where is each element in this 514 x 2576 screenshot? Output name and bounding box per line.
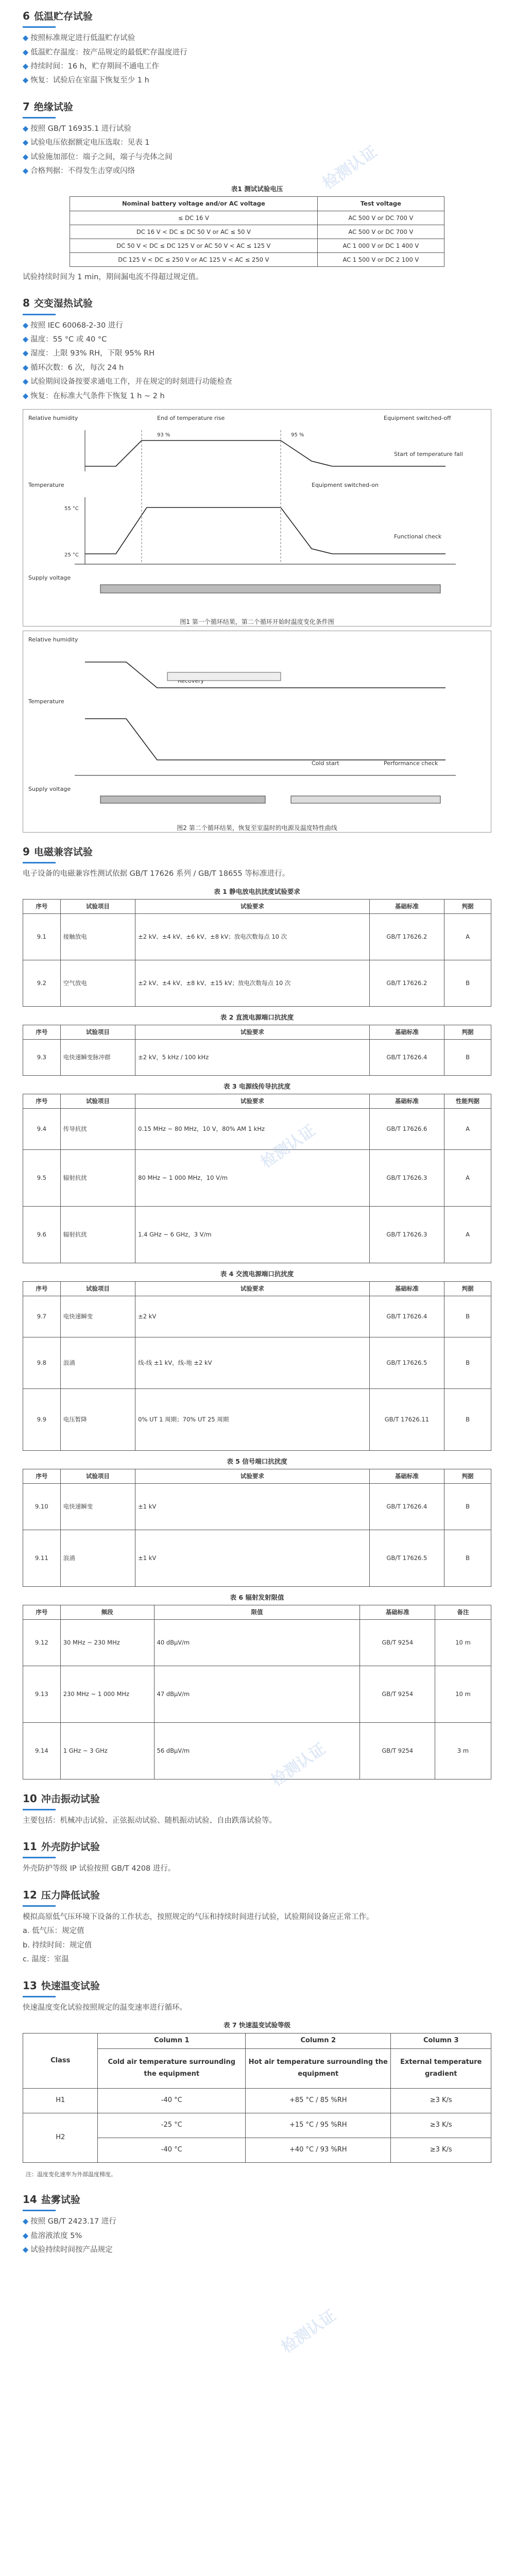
section-number: 10 — [23, 1792, 37, 1805]
section-title: 冲击振动试验 — [41, 1793, 100, 1805]
list-item: ◆ 低温贮存温度：按产品规定的最低贮存温度进行 — [23, 48, 187, 57]
table-row: 9.6 辐射抗扰 1.4 GHz ~ 6 GHz，3 V/m GB/T 17626.3 A — [23, 1206, 491, 1263]
fig-label: Temperature — [28, 698, 64, 705]
paragraph: 模拟高原低气压环境下设备的工作状态，按照规定的气压和持续时间进行试验，试验期间设备应正常工作。 — [23, 1913, 374, 1921]
watermark: 检测认证 — [268, 1739, 329, 1790]
list-item: ◆ 湿度：上限 93% RH，下限 95% RH — [23, 349, 155, 358]
title-underline — [23, 1905, 56, 1907]
table-row: ≤ DC 16 V AC 500 V or DC 700 V — [70, 211, 444, 225]
section-6 — [23, 7, 491, 28]
table-caption: 表1 测试试验电压 — [231, 184, 283, 193]
svg-text:25 °C: 25 °C — [64, 552, 79, 558]
list-item: ◆ 按照 GB/T 2423.17 进行 — [23, 2217, 116, 2226]
section-14 — [23, 2191, 491, 2211]
section-title: 绝缘试验 — [33, 101, 73, 113]
list-item: ◆ 试验期间设备按要求通电工作，并在规定的时刻进行功能检查 — [23, 378, 232, 386]
list-item: ◆ 恢复：试验后在室温下恢复至少 1 h — [23, 76, 149, 85]
section-number: 12 — [23, 1888, 37, 1901]
ac-port-table: 序号 试验项目 试验要求 基础标准 判据 9.7 电快速瞬变 ±2 kV GB/T 17626.4 B 9.8 浪涌 线-线 ±1 kV，线-地 ±2 kV GB/T 17626.5 B 9.9 电压暂降 0% UT 1 周期；70% UT 25 周期 GB/T 17626.11 B — [23, 1281, 491, 1450]
list-item: c. 温度：室温 — [23, 1955, 69, 1964]
table-row: H2 -25 °C +15 °C / 95 %RH ≥3 K/s — [23, 2113, 491, 2138]
fig-label: Supply voltage — [28, 785, 71, 792]
paragraph: 外壳防护等级 IP 试验按照 GB/T 4208 进行。 — [23, 1865, 176, 1873]
signal-port-table: 序号 试验项目 试验要求 基础标准 判据 9.10 电快速瞬变 ±1 kV GB/T 17626.4 B 9.11 浪涌 ±1 kV GB/T 17626.5 B — [23, 1469, 491, 1586]
watermark: 检测认证 — [278, 2306, 339, 2357]
section-title: 电磁兼容试验 — [33, 846, 93, 858]
fig-label: Relative humidity — [28, 636, 78, 643]
table-row: 9.2 空气放电 ±2 kV、±4 kV、±8 kV、±15 kV；放电次数每点 10 次 GB/T 17626.2 B — [23, 960, 491, 1006]
title-underline — [23, 862, 56, 863]
table-row: DC 50 V < DC ≤ DC 125 V or AC 50 V < AC ≤ 125 V AC 1 000 V or DC 1 400 V — [70, 239, 444, 252]
table-caption: 表 4 交流电源端口抗扰度 — [220, 1269, 294, 1278]
list-item: ◆ 合格判据：不得发生击穿或闪络 — [23, 167, 135, 176]
list-item: ◆ 温度：55 °C 或 40 °C — [23, 335, 107, 344]
section-6-list — [23, 32, 491, 88]
list-item: ◆ 按照 IEC 60068-2-30 进行 — [23, 321, 123, 330]
voltage-table — [70, 196, 444, 267]
list-item: ◆ 试验持续时间按产品规定 — [23, 2246, 113, 2254]
svg-text:55 °C: 55 °C — [64, 505, 79, 512]
section-11 — [23, 1838, 491, 1858]
fig-label: Cold start — [312, 759, 339, 767]
paragraph: 电子设备的电磁兼容性测试依据 GB/T 17626 系列 / GB/T 18655 等标准进行。 — [23, 870, 290, 878]
title-underline — [23, 1809, 56, 1810]
table-row: 9.9 电压暂降 0% UT 1 周期；70% UT 25 周期 GB/T 17626.11 B — [23, 1388, 491, 1450]
table-caption: 表 7 快速温变试验等级 — [224, 2021, 290, 2029]
table-row: 9.8 浪涌 线-线 ±1 kV，线-地 ±2 kV GB/T 17626.5 B — [23, 1337, 491, 1388]
paragraph: 快速温度变化试验按照规定的温变速率进行循环。 — [23, 2003, 187, 2012]
fig-label: End of temperature rise — [157, 414, 225, 421]
table-row: 9.11 浪涌 ±1 kV GB/T 17626.5 B — [23, 1530, 491, 1586]
table-caption: 表 5 信号端口抗扰度 — [227, 1457, 287, 1465]
section-title: 快速温变试验 — [41, 1980, 100, 1992]
section-10 — [23, 1790, 491, 1810]
table-row: 9.1 接触放电 ±2 kV、±4 kV、±6 kV、±8 kV；放电次数每点 10 次 GB/T 17626.2 A — [23, 913, 491, 960]
figure-caption: 图1 第一个循环结果，第二个循环开始时温度变化条件图 — [180, 618, 334, 626]
fig-label: Start of temperature fall — [394, 450, 463, 457]
title-underline — [23, 2210, 56, 2211]
table-row: H1 -40 °C +85 °C / 85 %RH ≥3 K/s — [23, 2088, 491, 2113]
figure-1 — [23, 409, 491, 626]
table-row: 9.5 辐射抗扰 80 MHz ~ 1 000 MHz，10 V/m GB/T 17626.3 A — [23, 1149, 491, 1206]
list-item: a. 低气压：规定值 — [23, 1927, 84, 1936]
table-caption: 表 1 静电放电抗扰度试验要求 — [214, 887, 300, 895]
table-row: -40 °C +40 °C / 93 %RH ≥3 K/s — [23, 2138, 491, 2162]
section-number: 6 — [23, 10, 30, 22]
title-underline — [23, 1857, 56, 1858]
svg-text:95 %: 95 % — [291, 432, 304, 438]
table-row: DC 16 V < DC ≤ DC 50 V or AC ≤ 50 V AC 500 V or DC 700 V — [70, 225, 444, 239]
document-content — [0, 7, 514, 2257]
paragraph: 试验持续时间为 1 min，期间漏电流不得超过规定值。 — [23, 273, 203, 281]
dc-port-table: 序号 试验项目 试验要求 基础标准 判据 9.3 电快速瞬变脉冲群 ±2 kV，5 kHz / 100 kHz GB/T 17626.4 B — [23, 1025, 491, 1075]
list-item: ◆ 按照标准规定进行低温贮存试验 — [23, 34, 135, 43]
table-header: Test voltage — [317, 197, 444, 211]
title-underline — [23, 26, 56, 28]
figure-2-diagram — [23, 631, 491, 817]
section-number: 11 — [23, 1840, 37, 1853]
section-7 — [23, 98, 491, 118]
fig-label: Equipment switched-off — [384, 414, 451, 421]
list-item: ◆ 循环次数：6 次，每次 24 h — [23, 363, 124, 372]
table-row: 9.10 电快速瞬变 ±1 kV GB/T 17626.4 B — [23, 1483, 491, 1530]
section-8 — [23, 294, 491, 315]
section-13 — [23, 1977, 491, 1997]
table-row: DC 125 V < DC ≤ 250 V or AC 125 V < AC ≤ 250 V AC 1 500 V or DC 2 100 V — [70, 252, 444, 266]
figure-1-diagram — [23, 410, 491, 611]
thermal-shock-table: Class Column 1 Column 2 Column 3 Cold air temperature surrounding the equipment Hot air temperature surrounding the equipment External temperature gradient H1 -40 °C +85 °C / 85 %RH ≥3 K/s H2 -25 °C +15 °C / 95 %RH ≥3 K/s -40 °C +40 °C / 93 %RH ≥3 K/s — [23, 2033, 491, 2163]
table-caption: 表 2 直流电源端口抗扰度 — [220, 1013, 294, 1021]
emission-table: 序号 频段 限值 基础标准 备注 9.12 30 MHz ~ 230 MHz 40 dBμV/m GB/T 9254 10 m 9.13 230 MHz ~ 1 000 MHz 47 dBμV/m GB/T 9254 10 m 9.14 1 GHz ~ 3 GHz 56 dBμV/m GB/T 9254 3 m — [23, 1605, 491, 1779]
figure-2 — [23, 631, 491, 833]
table-caption: 表 6 辐射发射限值 — [230, 1593, 284, 1601]
figure-caption: 图2 第二个循环结果，恢复至室温时的电源及温度特性曲线 — [177, 824, 337, 832]
section-number: 14 — [23, 2193, 37, 2206]
table-row: 9.3 电快速瞬变脉冲群 ±2 kV，5 kHz / 100 kHz GB/T 17626.4 B — [23, 1039, 491, 1075]
title-underline — [23, 117, 56, 118]
fig-label: Temperature — [28, 481, 64, 488]
list-item: b. 持续时间：规定值 — [23, 1941, 92, 1950]
paragraph: 主要包括：机械冲击试验、正弦振动试验、随机振动试验、自由跌落试验等。 — [23, 1816, 277, 1825]
section-title: 交变湿热试验 — [33, 298, 93, 310]
section-number: 7 — [23, 100, 30, 113]
title-underline — [23, 1996, 56, 1997]
section-title: 低温贮存试验 — [33, 11, 93, 22]
watermark: 检测认证 — [258, 1121, 319, 1172]
table-row: 9.12 30 MHz ~ 230 MHz 40 dBμV/m GB/T 9254 10 m — [23, 1619, 491, 1666]
table-row: 9.14 1 GHz ~ 3 GHz 56 dBμV/m GB/T 9254 3 m — [23, 1722, 491, 1779]
title-underline — [23, 314, 56, 315]
table-row: 9.4 传导抗扰 0.15 MHz ~ 80 MHz，10 V，80% AM 1 kHz GB/T 17626.6 A — [23, 1108, 491, 1149]
table-row: 9.7 电快速瞬变 ±2 kV GB/T 17626.4 B — [23, 1296, 491, 1337]
esd-table: 序号 试验项目 试验要求 基础标准 判据 9.1 接触放电 ±2 kV、±4 kV、±6 kV、±8 kV；放电次数每点 10 次 GB/T 17626.2 A 9.2 空气放电 ±2 kV、±4 kV、±8 kV、±15 kV；放电次数每点 10 次 GB/T 17626.2 B — [23, 899, 491, 1006]
conducted-table: 序号 试验项目 试验要求 基础标准 性能判据 9.4 传导抗扰 0.15 MHz ~ 80 MHz，10 V，80% AM 1 kHz GB/T 17626.6 A 9.5 辐射抗扰 80 MHz ~ 1 000 MHz，10 V/m GB/T 17626.3 A 9.6 辐射抗扰 1.4 GHz ~ 6 GHz，3 V/m GB/T 17626.3 A — [23, 1094, 491, 1263]
list-item: ◆ 试验电压依据额定电压选取：见表 1 — [23, 139, 150, 147]
section-title: 外壳防护试验 — [41, 1841, 100, 1853]
watermark: 检测认证 — [319, 142, 381, 193]
list-item: ◆ 恢复：在标准大气条件下恢复 1 h ~ 2 h — [23, 392, 165, 400]
list-item: ◆ 试验施加部位：端子之间，端子与壳体之间 — [23, 152, 173, 161]
fig-label: Functional check — [394, 533, 442, 540]
section-9 — [23, 843, 491, 863]
table-note: 注：温度变化速率为外部温度梯度。 — [26, 2171, 116, 2178]
fig-label: Equipment switched-on — [312, 481, 379, 488]
list-item: ◆ 盐溶液浓度 5% — [23, 2231, 82, 2240]
section-title: 盐雾试验 — [41, 2194, 80, 2206]
list-item: ◆ 按照 GB/T 16935.1 进行试验 — [23, 125, 131, 133]
list-item: ◆ 持续时间：16 h，贮存期间不通电工作 — [23, 62, 159, 71]
section-number: 9 — [23, 845, 30, 858]
table-row: 9.13 230 MHz ~ 1 000 MHz 47 dBμV/m GB/T 9254 10 m — [23, 1666, 491, 1722]
table-caption: 表 3 电源线传导抗扰度 — [224, 1082, 290, 1090]
fig-label: Relative humidity — [28, 414, 78, 421]
table-header: Nominal battery voltage and/or AC voltage — [70, 197, 318, 211]
fig-label: Supply voltage — [28, 574, 71, 581]
svg-text:93 %: 93 % — [157, 432, 170, 438]
section-title: 压力降低试验 — [41, 1889, 100, 1901]
section-number: 13 — [23, 1979, 37, 1992]
fig-label: Performance check — [384, 759, 438, 767]
section-12 — [23, 1886, 491, 1907]
section-number: 8 — [23, 297, 30, 310]
